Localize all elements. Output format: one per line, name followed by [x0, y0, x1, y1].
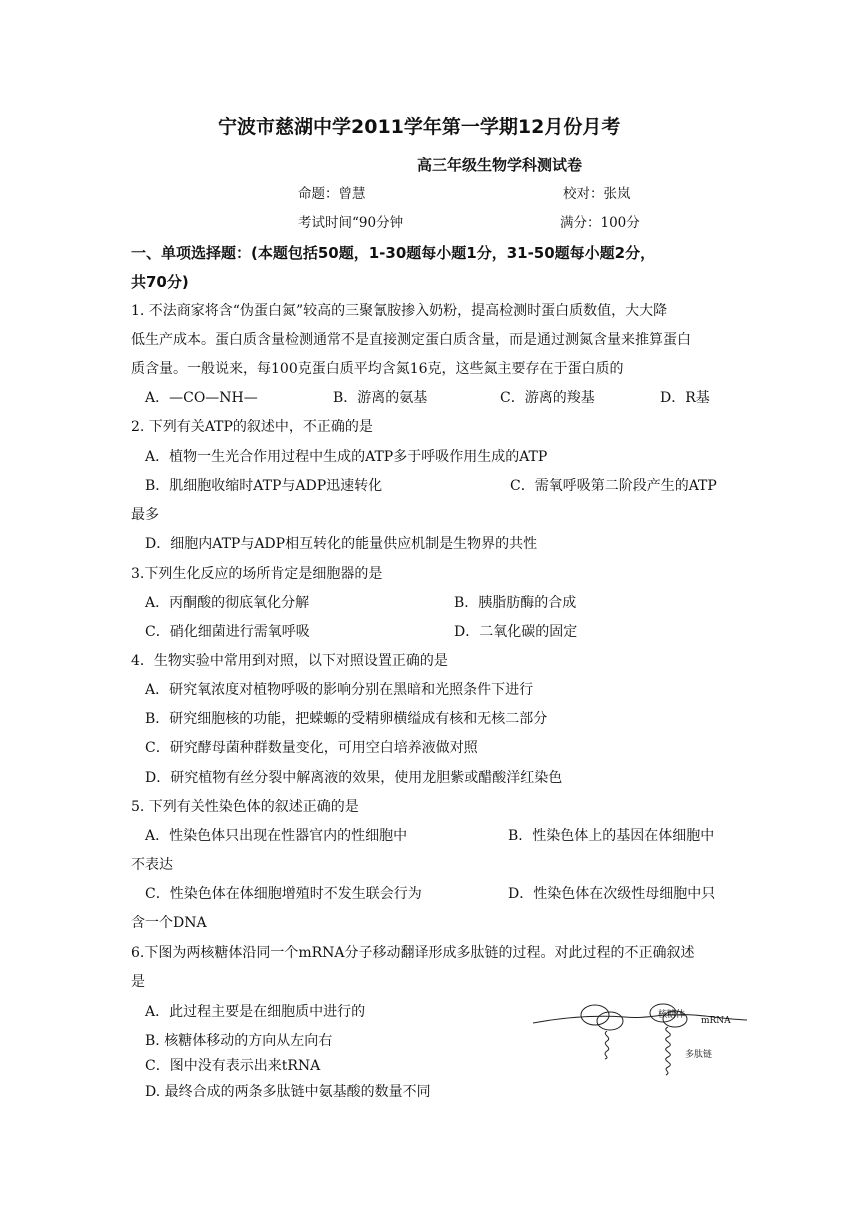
section-heading-line2: 共70分) — [131, 273, 189, 291]
q5-option-b-cont: 不表达 — [131, 857, 173, 873]
author-text: 命题：曾慧 — [298, 186, 366, 202]
q4-option-c: C．研究酵母菌种群数量变化，可用空白培养液做对照 — [145, 740, 478, 756]
q2-option-a: A．植物一生光合作用过程中生成的ATP多于呼吸作用生成的ATP — [145, 449, 548, 465]
q6-option-d: D. 最终合成的两条多肽链中氨基酸的数量不同 — [145, 1084, 431, 1100]
translation-diagram-svg — [525, 995, 750, 1085]
q1-option-c: C．游离的羧基 — [500, 390, 595, 406]
q2-stem: 2. 下列有关ATP的叙述中，不正确的是 — [131, 419, 373, 435]
q5-stem: 5. 下列有关性染色体的叙述正确的是 — [131, 799, 359, 815]
q3-option-a: A．丙酮酸的彻底氧化分解 — [145, 595, 310, 611]
q2-option-c-cont: 最多 — [131, 507, 159, 523]
q5-option-b: B．性染色体上的基因在体细胞中 — [508, 828, 715, 844]
q5-option-a: A．性染色体只出现在性器官内的性细胞中 — [145, 828, 408, 844]
q6-option-c: C．图中没有表示出来tRNA — [145, 1058, 321, 1074]
page-subtitle: 高三年级生物学科测试卷 — [417, 156, 583, 174]
q3-option-d: D．二氧化碳的固定 — [454, 624, 578, 640]
q4-stem: 4．生物实验中常用到对照，以下对照设置正确的是 — [131, 653, 448, 669]
q1-stem-line1: 1. 不法商家将含“伪蛋白氮”较高的三聚氰胺掺入奶粉，提高检测时蛋白质数值，大大降 — [131, 303, 668, 319]
q3-stem: 3.下列生化反应的场所肯定是细胞器的是 — [131, 566, 383, 582]
q5-option-c: C．性染色体在体细胞增殖时不发生联会行为 — [145, 886, 422, 902]
q6-stem-line1: 6.下图为两核糖体沿同一个mRNA分子移动翻译形成多肽链的过程。对此过程的不正确叙述 — [131, 945, 695, 961]
q6-option-a: A．此过程主要是在细胞质中进行的 — [145, 1004, 366, 1020]
q4-option-a: A．研究氧浓度对植物呼吸的影响分别在黑暗和光照条件下进行 — [145, 682, 534, 698]
q2-option-c: C．需氧呼吸第二阶段产生的ATP — [510, 478, 717, 494]
q5-option-d: D．性染色体在次级性母细胞中只 — [508, 886, 716, 902]
right-polypeptide — [666, 1027, 671, 1075]
q3-option-c: C．硝化细菌进行需氧呼吸 — [145, 624, 310, 640]
translation-diagram — [525, 995, 750, 1085]
q1-option-a: A．—CO—NH— — [145, 390, 258, 406]
q6-stem-line2: 是 — [131, 974, 145, 990]
q1-option-b: B．游离的氨基 — [333, 390, 428, 406]
q1-stem-line2: 低生产成本。蛋白质含量检测通常不是直接测定蛋白质含量，而是通过测氮含量来推算蛋白 — [131, 332, 691, 348]
q1-stem-line3: 质含量。一般说来，每100克蛋白质平均含氮16克，这些氮主要存在于蛋白质的 — [131, 361, 624, 377]
q4-option-b: B．研究细胞核的功能，把蝾螈的受精卵横缢成有核和无核二部分 — [145, 711, 548, 727]
q5-option-d-cont: 含一个DNA — [131, 915, 207, 931]
exam-time-text: 考试时间“90分钟 — [298, 215, 404, 231]
fig-label-mrna: mRNA — [701, 1016, 731, 1026]
section-heading-line1: 一、单项选择题：(本题包括50题，1-30题每小题1分，31-50题每小题2分， — [131, 244, 656, 262]
q2-option-b: B．肌细胞收缩时ATP与ADP迅速转化 — [145, 478, 383, 494]
left-ribosome — [581, 1005, 609, 1025]
q4-option-d: D．研究植物有丝分裂中解离液的效果，使用龙胆紫或醋酸洋红染色 — [145, 770, 563, 786]
page-title: 宁波市慈湖中学2011学年第一学期12月份月考 — [218, 116, 621, 138]
q6-option-b: B. 核糖体移动的方向从左向右 — [145, 1033, 333, 1049]
q1-option-d: D．R基 — [660, 390, 710, 406]
proofreader-text: 校对：张岚 — [563, 186, 631, 202]
fig-label-ribosome: 核糖体 — [658, 1010, 686, 1020]
q2-option-d: D．细胞内ATP与ADP相互转化的能量供应机制是生物界的共性 — [145, 536, 538, 552]
fig-label-peptide: 多肽链 — [685, 1050, 713, 1060]
q3-option-b: B．胰脂肪酶的合成 — [454, 595, 577, 611]
left-polypeptide — [605, 1031, 609, 1059]
full-score-text: 满分：100分 — [560, 215, 640, 231]
